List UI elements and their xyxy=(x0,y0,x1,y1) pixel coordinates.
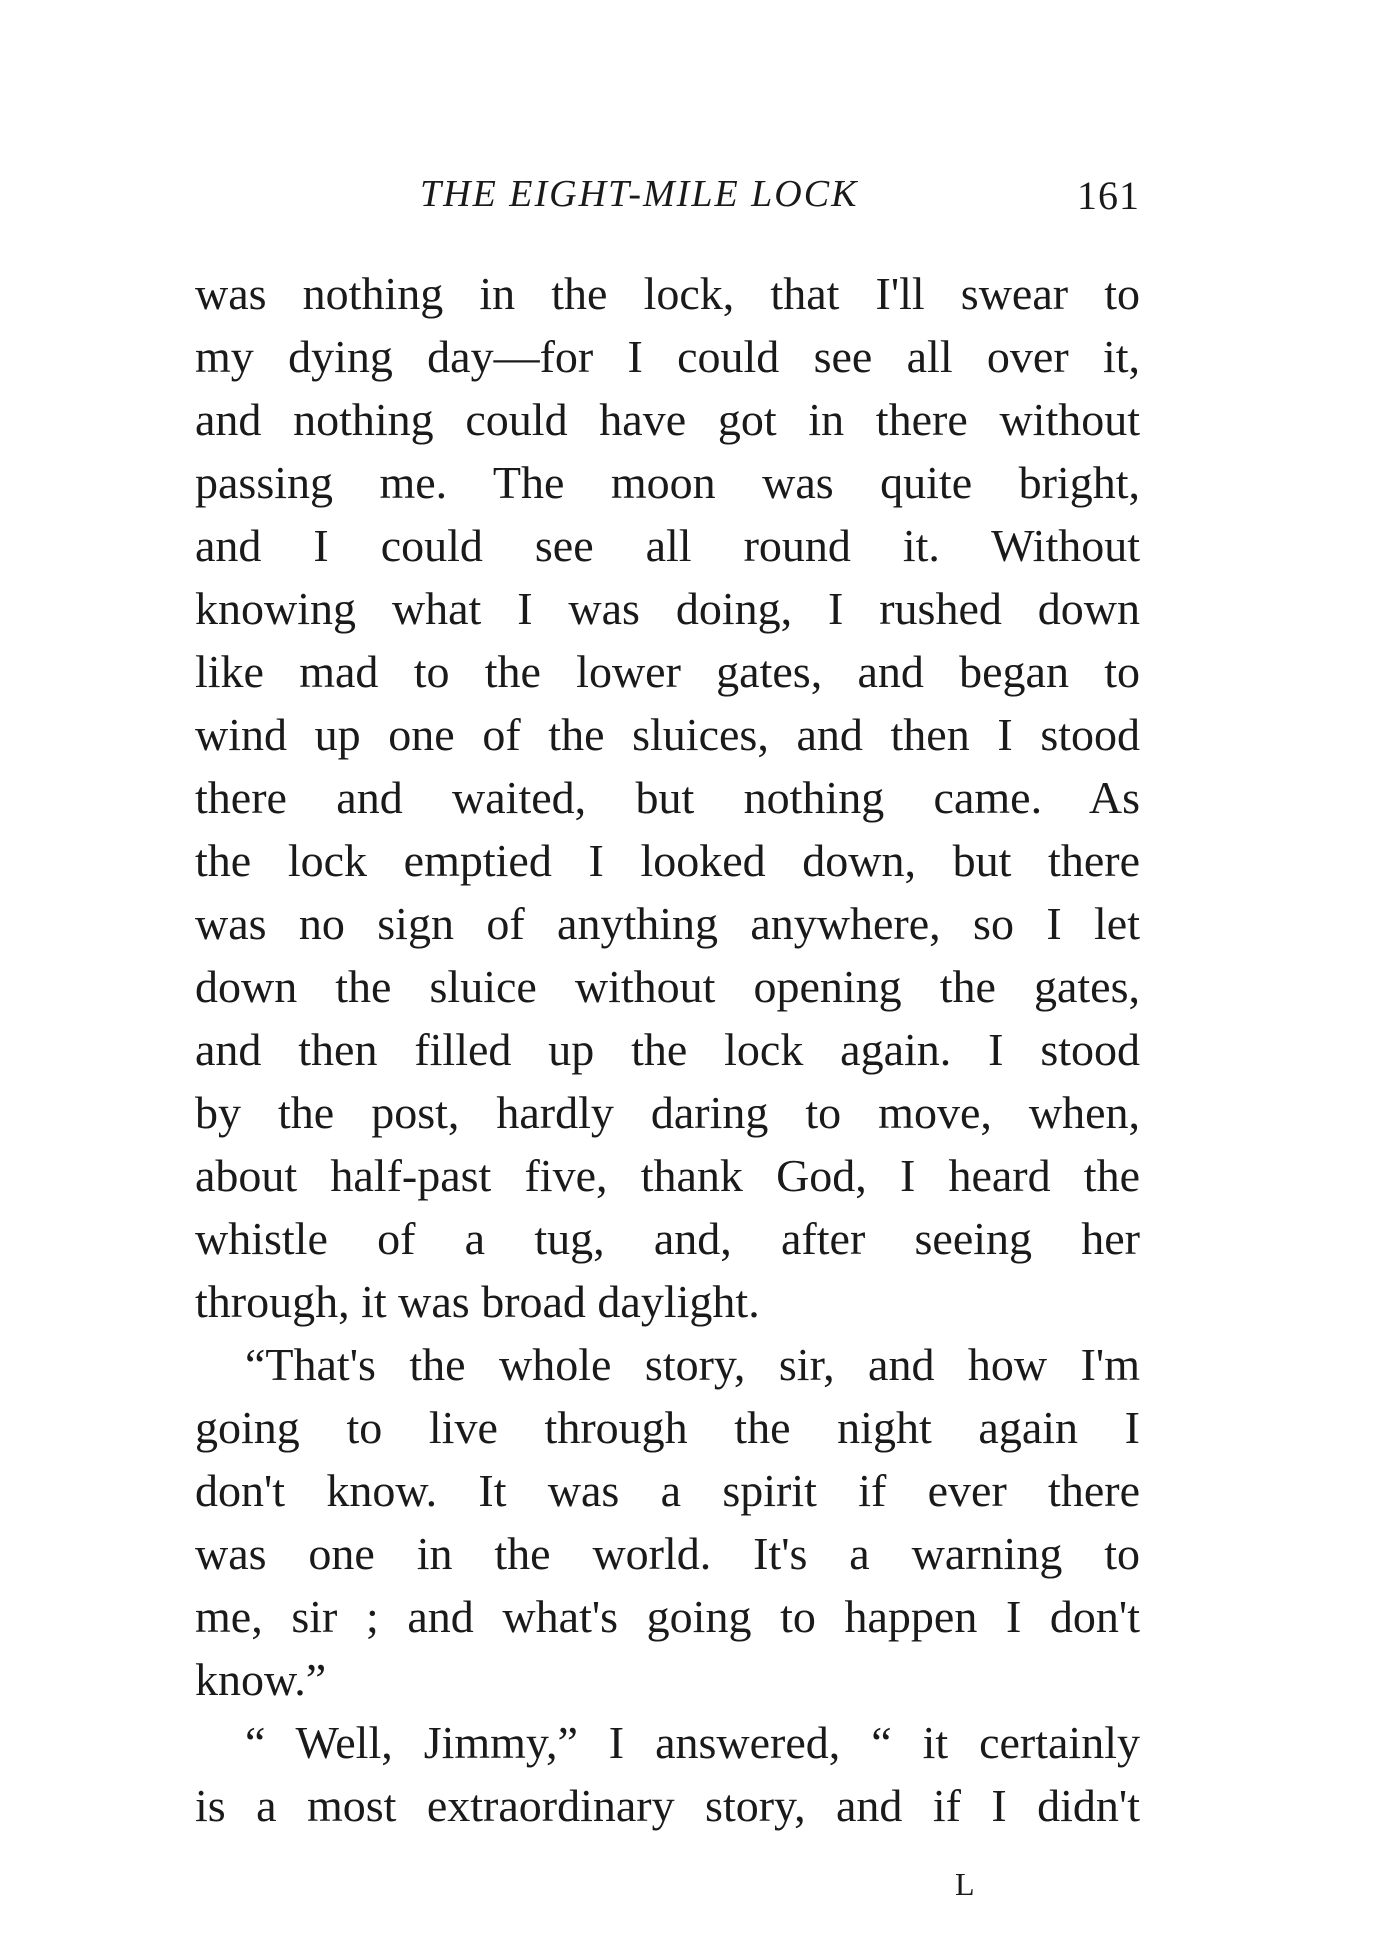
body-text xyxy=(195,262,1140,1837)
page-number: 161 xyxy=(1077,173,1140,218)
running-title: THE EIGHT-MILE LOCK xyxy=(420,173,859,215)
text-line: going to live through the night again I xyxy=(195,1402,1140,1453)
text-line: me, sir ; and what's going to happen I don't xyxy=(195,1591,1140,1642)
text-line: about half-past five, thank God, I heard the xyxy=(195,1150,1140,1201)
text-line-paragraph-start: “That's the whole story, sir, and how I'm xyxy=(245,1339,1140,1390)
text-line: the lock emptied I looked down, but there xyxy=(195,835,1140,886)
text-line: there and waited, but nothing came. As xyxy=(195,772,1140,823)
text-line: is a most extraordinary story, and if I didn't xyxy=(195,1780,1140,1831)
text-line: wind up one of the sluices, and then I stood xyxy=(195,709,1140,760)
text-line: was nothing in the lock, that I'll swear to xyxy=(195,268,1140,319)
text-line: down the sluice without opening the gates, xyxy=(195,961,1140,1012)
text-line: whistle of a tug, and, after seeing her xyxy=(195,1213,1140,1264)
text-line: through, it was broad daylight. xyxy=(195,1276,760,1327)
text-line: passing me. The moon was quite bright, xyxy=(195,457,1140,508)
text-line: and nothing could have got in there without xyxy=(195,394,1140,445)
signature-mark: L xyxy=(955,1866,976,1902)
text-line-paragraph-start: “ Well, Jimmy,” I answered, “ it certainly xyxy=(245,1717,1140,1768)
running-head xyxy=(420,172,1140,222)
text-line: don't know. It was a spirit if ever there xyxy=(195,1465,1140,1516)
text-line: knowing what I was doing, I rushed down xyxy=(195,583,1140,634)
text-line: and then filled up the lock again. I stood xyxy=(195,1024,1140,1075)
text-line: my dying day—for I could see all over it, xyxy=(195,331,1140,382)
text-line: was no sign of anything anywhere, so I let xyxy=(195,898,1140,949)
text-line: and I could see all round it. Without xyxy=(195,520,1140,571)
text-line: like mad to the lower gates, and began to xyxy=(195,646,1140,697)
text-line: know.” xyxy=(195,1654,327,1705)
text-line: was one in the world. It's a warning to xyxy=(195,1528,1140,1579)
text-line: by the post, hardly daring to move, when, xyxy=(195,1087,1140,1138)
